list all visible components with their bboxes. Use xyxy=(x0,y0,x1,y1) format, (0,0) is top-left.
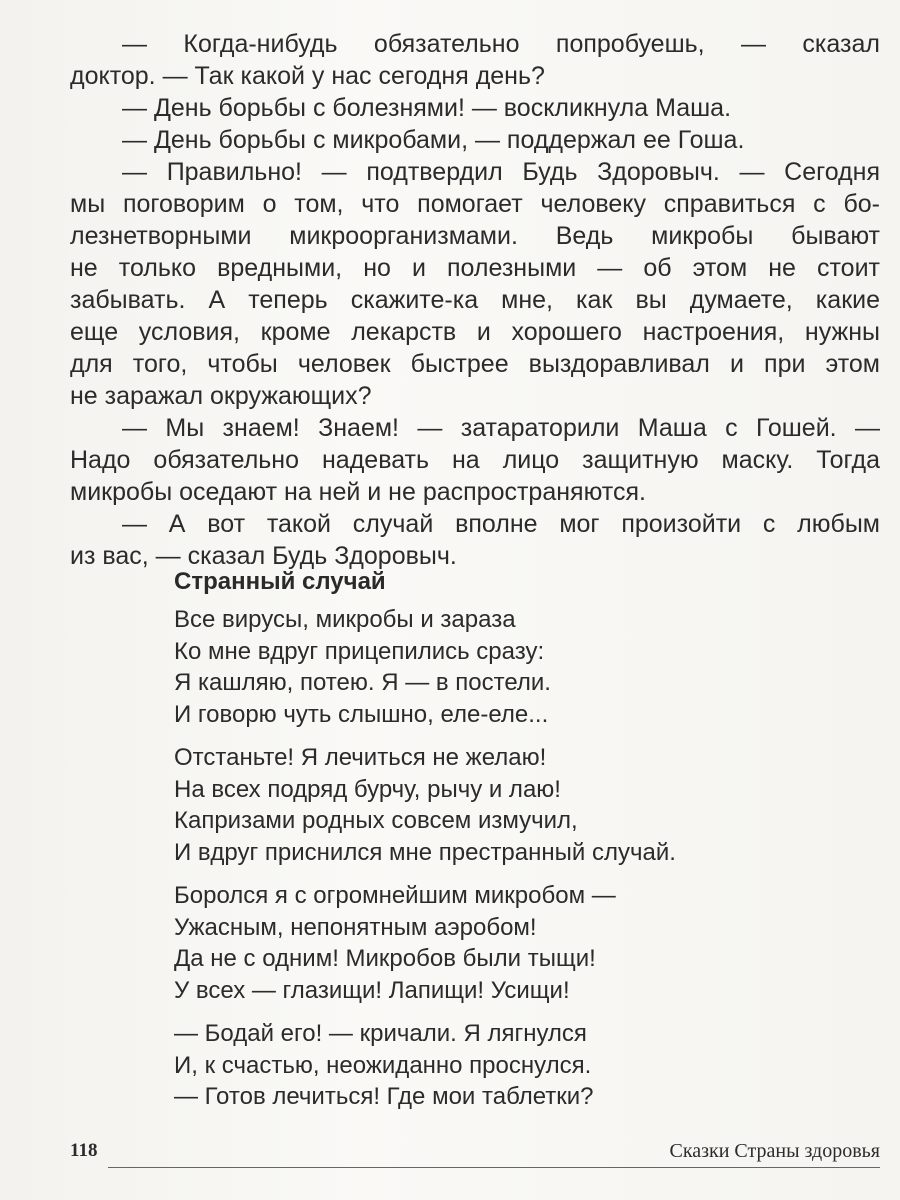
prose-line: — А вот такой случай вполне мог произойти с любым xyxy=(122,510,880,538)
page-footer xyxy=(70,1140,880,1170)
prose-line: лезнетворными микроорганизмами. Ведь микробы бывают xyxy=(70,222,880,250)
prose-line: — Правильно! — подтвердил Будь Здоровыч. — Сегодня xyxy=(122,158,880,186)
poem-stanza xyxy=(174,1018,676,1113)
poem-line: И вдруг приснился мне престранный случай. xyxy=(174,838,676,866)
poem-line: Капризами родных совсем измучил, xyxy=(174,807,578,834)
page-number: 118 xyxy=(70,1140,98,1161)
prose-line: Надо обязательно надевать на лицо защитную маску. Тогда xyxy=(70,446,880,474)
poem-line: Ужасным, непонятным аэробом! xyxy=(174,913,537,941)
prose-line: еще условия, кроме лекарств и хорошего настроения, нужны xyxy=(70,318,880,346)
footer-rule xyxy=(108,1167,880,1168)
prose-line: — День борьбы с болезнями! — воскликнула Маша. xyxy=(122,94,732,122)
prose-line: — Мы знаем! Знаем! — затараторили Маша с Гошей. — xyxy=(122,414,880,442)
poem-line: Все вирусы, микробы и зараза xyxy=(174,606,516,633)
prose-line: из вас, — сказал Будь Здоровыч. xyxy=(70,542,457,570)
prose-line: микробы оседают на ней и не распространяются. xyxy=(70,478,646,506)
poem-stanza xyxy=(174,742,676,868)
prose-line: забывать. А теперь скажите-ка мне, как вы думаете, какие xyxy=(70,286,880,314)
prose-line: не заражал окружающих? xyxy=(70,382,372,410)
poem-line: Я кашляю, потею. Я — в постели. xyxy=(174,669,551,696)
poem-line: На всех подряд бурчу, рычу и лаю! xyxy=(174,775,561,803)
poem-line: — Бодай его! — кричали. Я лягнулся xyxy=(174,1020,587,1047)
poem-stanza xyxy=(174,880,676,1006)
poem-line: Да не с одним! Микробов были тыщи! xyxy=(174,945,596,972)
prose-line: не только вредными, но и полезными — об этом не стоит xyxy=(70,254,880,282)
poem-line: — Готов лечиться! Где мои таблетки? xyxy=(174,1083,594,1110)
prose-line: для того, чтобы человек быстрее выздоравливал и при этом xyxy=(70,350,880,378)
poem-line: Отстаньте! Я лечиться не желаю! xyxy=(174,744,547,771)
poem xyxy=(174,604,676,1125)
running-head: Сказки Страны здоровья xyxy=(669,1140,880,1162)
prose-line: доктор. — Так какой у нас сегодня день? xyxy=(70,62,545,90)
poem-line: И говорю чуть слышно, еле-еле... xyxy=(174,700,549,728)
prose-line: — День борьбы с микробами, — поддержал ее Гоша. xyxy=(122,126,745,154)
poem-line: У всех — глазищи! Лапищи! Усищи! xyxy=(174,976,570,1004)
poem-line: Ко мне вдруг прицепились сразу: xyxy=(174,637,545,665)
poem-stanza xyxy=(174,604,676,730)
prose-text xyxy=(70,28,880,572)
poem-title: Странный случай xyxy=(174,568,386,595)
poem-line: И, к счастью, неожиданно проснулся. xyxy=(174,1051,592,1079)
prose-line: — Когда-нибудь обязательно попробуешь, — сказал xyxy=(122,30,880,58)
poem-line: Боролся я с огромнейшим микробом — xyxy=(174,882,616,909)
prose-line: мы поговорим о том, что помогает человеку справиться с бо- xyxy=(70,190,880,218)
